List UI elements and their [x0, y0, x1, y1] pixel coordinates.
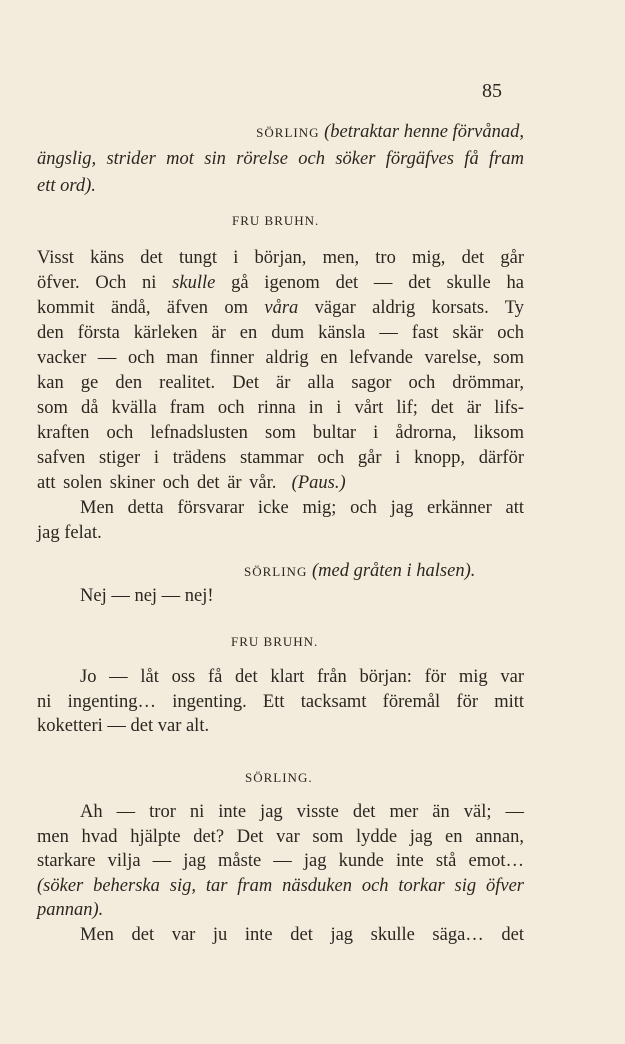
speaker-name: SÖRLING — [256, 125, 320, 140]
text-line: kraften och lefnadslusten som bultar i ådrorna, liksom — [37, 423, 524, 443]
text-line: Nej — nej — nej! — [80, 586, 214, 606]
text-line: koketteri — det var alt. — [37, 716, 210, 736]
text-line: safven stiger i trädens stammar och går i knopp, därför — [37, 448, 524, 468]
stage-direction-line: (söker beherska sig, tar fram näsduken och torkar sig öfver — [37, 876, 524, 896]
speaker-name: SÖRLING — [244, 564, 308, 579]
speaker-heading: FRU BRUHN. — [231, 634, 319, 649]
stage-direction: (betraktar henne förvånad, — [324, 122, 524, 142]
text-line: kan ge den realitet. Det är alla sagor och drömmar, — [37, 373, 524, 393]
text-line: ni ingenting… ingenting. Ett tacksamt föremål för mitt — [37, 692, 524, 712]
stage-direction-line: ängslig, strider mot sin rörelse och söker förgäfves få fram — [37, 149, 524, 169]
stage-direction-line: pannan). — [37, 900, 104, 920]
stage-direction-line — [244, 559, 524, 584]
text-line: kommit ändå, äfven om våra vägar aldrig korsats. Ty — [37, 298, 524, 318]
stage-direction-line: ett ord). — [37, 176, 96, 196]
text-line: vacker — och man finner aldrig en lefvande varelse, som — [37, 348, 524, 368]
text-line: Visst käns det tungt i början, men, tro mig, det går — [37, 248, 524, 268]
text-line: starkare vilja — jag måste — jag kunde inte stå emot… — [37, 851, 524, 871]
text-line: den första kärleken är en dum känsla — fast skär och — [37, 323, 524, 343]
text-line: Men det var ju inte det jag skulle säga… det — [80, 925, 524, 945]
text-segment: att solen skiner och det är vår. — [37, 473, 277, 493]
text-line — [37, 471, 524, 495]
text-line: Jo — låt oss få det klart från början: för mig var — [80, 667, 524, 687]
speaker-heading: SÖRLING. — [245, 770, 313, 785]
speaker-heading: FRU BRUHN. — [232, 213, 320, 228]
stage-direction-line — [37, 120, 524, 145]
text-line: som då kvälla fram och rinna in i vårt lif; det är lifs- — [37, 398, 524, 418]
text-line: Ah — tror ni inte jag visste det mer än väl; — — [80, 802, 524, 822]
text-line: jag felat. — [37, 523, 102, 543]
stage-direction: (med gråten i halsen). — [311, 561, 476, 581]
stage-direction: (Paus.) — [291, 473, 346, 493]
text-line: Men detta försvarar icke mig; och jag erkänner att — [80, 498, 524, 518]
text-line: men hvad hjälpte det? Det var som lydde jag en annan, — [37, 827, 524, 847]
page-number: 85 — [482, 80, 502, 102]
text-line: öfver. Och ni skulle gå igenom det — det skulle ha — [37, 273, 524, 293]
